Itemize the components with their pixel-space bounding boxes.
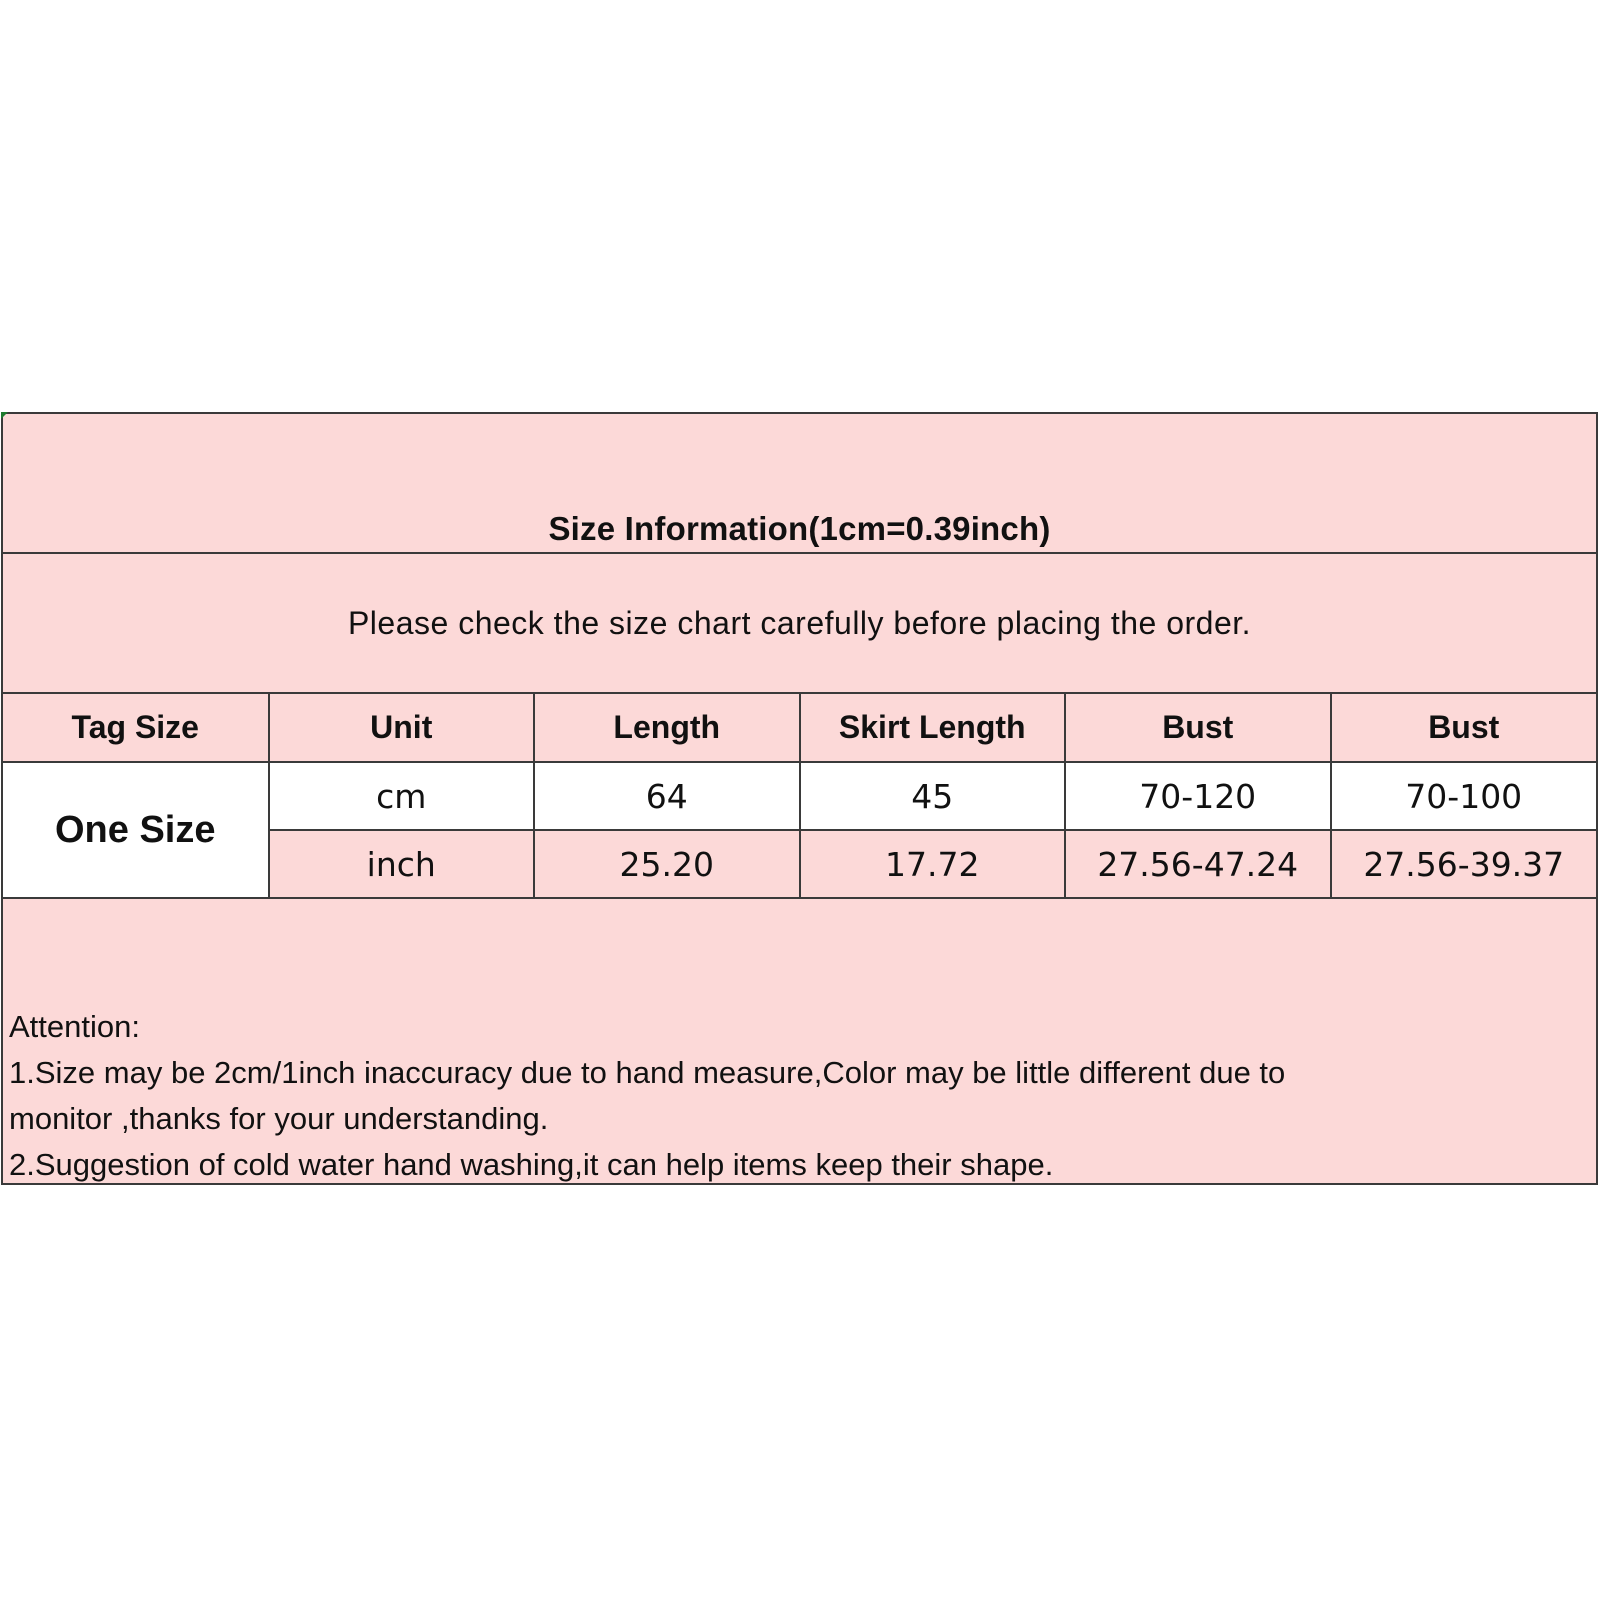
size-chart-sheet xyxy=(1,412,1598,1185)
bust-cell-2: 27.56-39.37 xyxy=(1331,830,1597,898)
skirt-length-cell: 45 xyxy=(800,762,1066,830)
note-row xyxy=(3,554,1596,694)
skirt-length-cell: 17.72 xyxy=(800,830,1066,898)
header-unit: Unit xyxy=(269,694,535,762)
length-cell: 25.20 xyxy=(534,830,800,898)
table-header-row xyxy=(3,694,1596,762)
attention-heading: Attention: xyxy=(9,1009,140,1044)
attention-line: 2.Suggestion of cold water hand washing,it can help items keep their shape. xyxy=(9,1147,1054,1182)
unit-cell: cm xyxy=(269,762,535,830)
unit-cell: inch xyxy=(269,830,535,898)
header-length: Length xyxy=(534,694,800,762)
header-skirt-length: Skirt Length xyxy=(800,694,1066,762)
bust-cell: 27.56-47.24 xyxy=(1065,830,1331,898)
attention-block xyxy=(9,1004,1569,1188)
tag-size-cell: One Size xyxy=(3,762,269,898)
title-row xyxy=(3,414,1596,554)
size-check-note: Please check the size chart carefully before placing the order. xyxy=(347,604,1252,641)
table-row xyxy=(3,762,1596,830)
size-table xyxy=(3,694,1596,899)
header-bust: Bust xyxy=(1065,694,1331,762)
header-bust-2: Bust xyxy=(1331,694,1597,762)
attention-line: monitor ,thanks for your understanding. xyxy=(9,1101,549,1136)
bust-cell-2: 70-100 xyxy=(1331,762,1597,830)
attention-line: 1.Size may be 2cm/1inch inaccuracy due to hand measure,Color may be little different due to xyxy=(9,1055,1286,1090)
bust-cell: 70-120 xyxy=(1065,762,1331,830)
page-title: Size Information(1cm=0.39inch) xyxy=(548,510,1051,547)
length-cell: 64 xyxy=(534,762,800,830)
header-tag-size: Tag Size xyxy=(3,694,269,762)
